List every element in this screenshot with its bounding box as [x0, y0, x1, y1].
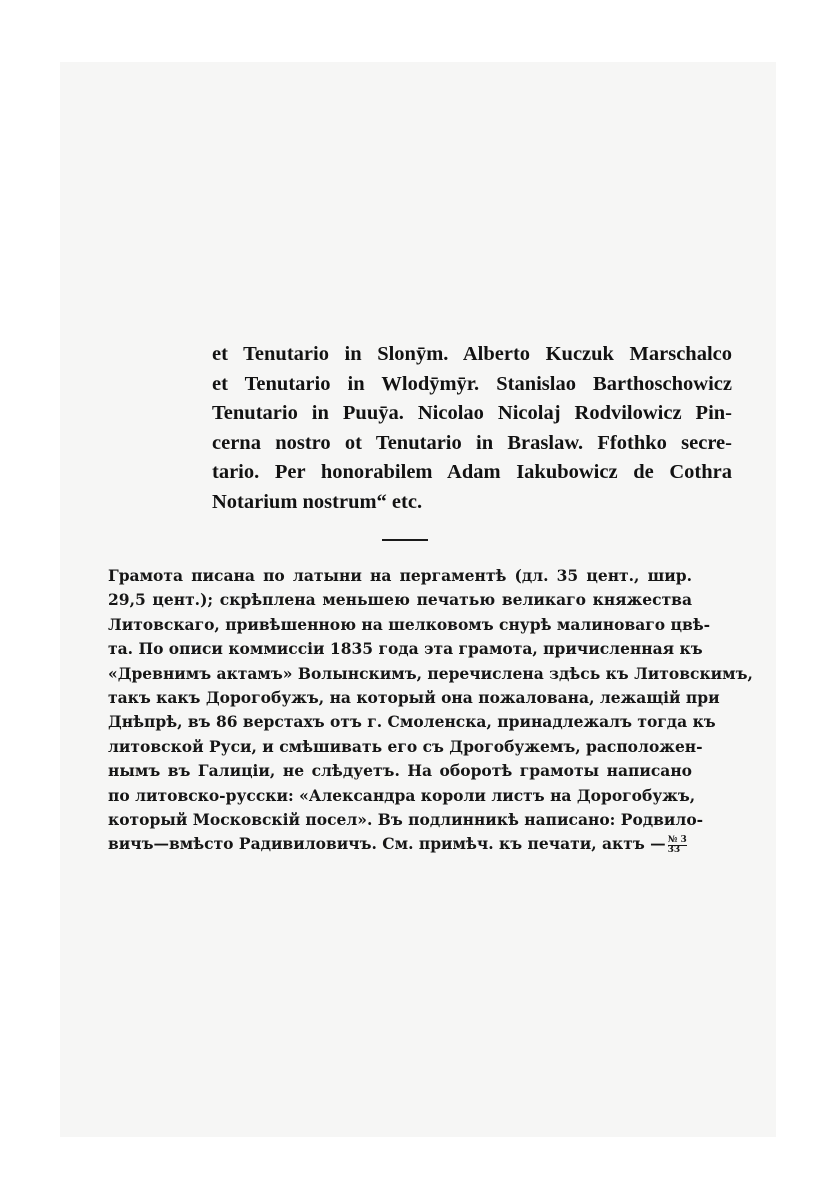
footnote-commentary	[108, 564, 753, 857]
footnote-line: который Московскій посел». Въ подлинникѣ написано: Родвило-	[108, 810, 704, 830]
footnote-line: Грамота писана по латыни на пергаментѣ (дл. 35 цент., шир.	[108, 566, 692, 585]
latin-document-text	[212, 340, 732, 517]
footnote-line: такъ какъ Дорогобужъ, на который она пожалована, лежащій при	[108, 688, 720, 708]
footnote-line-text: вичъ—вмѣсто Радивиловичъ. См. примѣч. къ печати, актъ —	[108, 834, 666, 854]
act-reference-fraction	[668, 836, 687, 855]
latin-line: Tenutario in Puuӯa. Nicolao Nicolaj Rodvilowicz Pin-	[212, 402, 732, 424]
latin-line: et Tenutario in Wlodӯmӯr. Stanislao Barthoschowicz	[212, 372, 732, 395]
section-divider	[382, 539, 428, 541]
fraction-denominator: 33	[667, 844, 681, 855]
footnote-line: литовской Руси, и смѣшивать его съ Дрогобужемъ, расположен-	[108, 736, 703, 756]
fraction-numerator: № 3	[667, 834, 687, 845]
footnote-line: по литовско-русски: «Александра короли листъ на Дорогобужъ,	[108, 785, 696, 805]
footnote-line: нымъ въ Галиціи, не слѣдуетъ. На оборотѣ грамоты написано	[108, 761, 692, 781]
footnote-line: Литовскаго, привѣшенною на шелковомъ снурѣ малиноваго цвѣ-	[108, 614, 711, 634]
footnote-line: та. По описи коммиссіи 1835 года эта грамота, причисленная къ	[108, 639, 703, 659]
footnote-last-line	[108, 832, 692, 856]
latin-line: tario. Per honorabilem Adam Iakubowicz de Cothra	[212, 461, 732, 483]
latin-line: Notarium nostrum“ etc.	[212, 490, 423, 513]
footnote-line: Днѣпрѣ, въ 86 верстахъ отъ г. Смоленска, принадлежалъ тогда къ	[108, 712, 716, 732]
footnote-line: 29,5 цент.); скрѣплена меньшею печатью великаго княжества	[108, 590, 692, 610]
footnote-line: «Древнимъ актамъ» Волынскимъ, перечислена здѣсь къ Литовскимъ,	[108, 663, 753, 683]
latin-line: et Tenutario in Slonӯm. Alberto Kuczuk Marschalco	[212, 343, 732, 365]
latin-line: cerna nostro ot Tenutario in Braslaw. Ffothko secre-	[212, 431, 732, 454]
